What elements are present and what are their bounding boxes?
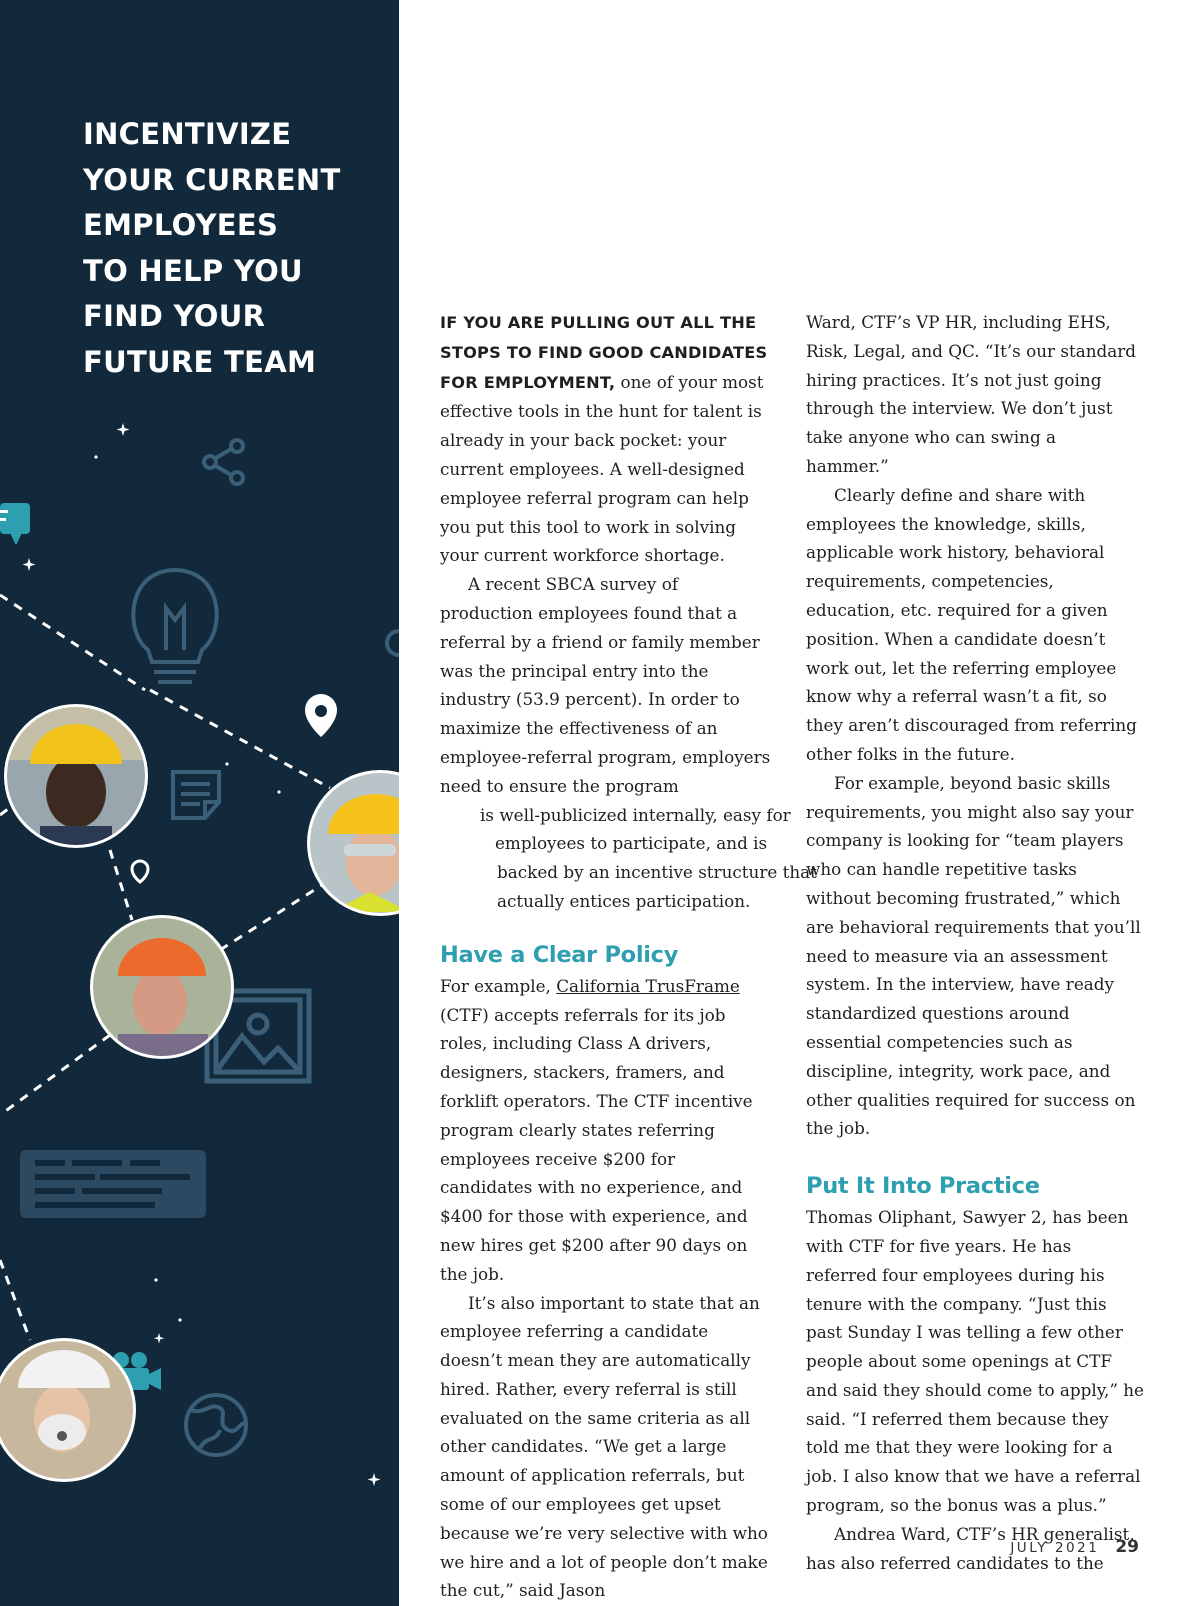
wrapped-line: backed by an incentive structure that [497,862,817,883]
message-box-icon [20,1150,206,1218]
section-heading-practice: Put It Into Practice [806,1173,1040,1200]
headline-line: FUTURE TEAM [83,344,317,379]
define-paragraph: Clearly define and share with employees the knowledge, skills, applicable work history, behavioral requirements, competencies, education, etc. required for a given position. When a candidate doesn’t work out, let the referring employee know why a referral wasn’t a fit, so they aren’t discouraged from referring other folks in the future. [806,484,1137,764]
intro-text: one of your most effective tools in the hunt for talent is already in your back pocket: your current employees. A well-designed employee referral program can help you put this tool to work in solving your current workforce shortage. [440,371,764,566]
worker-photo-2 [300,770,399,920]
small-location-pin-icon [132,861,148,882]
wrapped-line: actually entices participation. [497,890,751,911]
section-heading-policy: Have a Clear Policy [440,941,679,968]
headline-line: EMPLOYEES [83,208,279,242]
policy-text-pre: For example, [440,975,557,996]
globe-icon [186,1395,246,1455]
headline-line: YOUR CURRENT [83,162,341,197]
headline-line: TO HELP YOU [83,253,303,288]
criteria-paragraph: It’s also important to state that an employee referring a candidate doesn’t mean they are automatically hired. Rather, every referral is still evaluated on the same criteria as all other candidates. “We get a large amount of application referrals, but some of our employees get upset because we’re very selective with who we hire and a lot of people don’t make the cut,” said Jason [440,1292,768,1601]
ring-icon [387,631,399,655]
policy-paragraph [440,972,772,1289]
page-number: 29 [1115,1537,1139,1557]
issue-date: JULY 2021 [1010,1540,1100,1556]
oliphant-paragraph: Thomas Oliphant, Sawyer 2, has been with CTF for five years. He has referred four employees during his tenure with the company. “Just this past Sunday I was telling a few other people about some openings at CTF and said they should come to apply,” he said. “I referred them because they told me that they were looking for a job. I also know that we have a referral program, so the bonus was a plus.” [806,1207,1144,1516]
chat-bubble-icon [0,503,30,545]
headline-line: INCENTIVIZE [83,117,292,151]
hiring-paragraph: Ward, CTF’s VP HR, including EHS, Risk, Legal, and QC. “It’s our standard hiring practices. It’s not just going through the interview. We don’t just take anyone who can swing a hammer.” [806,312,1137,476]
headline-line: FIND YOUR [83,299,266,333]
worker-photo-1 [0,700,150,856]
survey-paragraph [440,570,817,916]
page-footer [1010,1537,1139,1557]
company-link[interactable]: California TrusFrame [556,975,740,996]
location-pin-icon [305,694,337,737]
example-paragraph: For example, beyond basic skills requirements, you might also say your company is looking for “team players who can handle repetitive tasks without becoming frustrated,” which are behavioral requirements that you’ll need to measure via an assessment system. In the interview, have ready standardized questions around essential competencies such as discipline, integrity, work pace, and other qualities required for success on the job. [806,772,1141,1139]
survey-text: A recent SBCA survey of production employees found that a referral by a friend or family member was the principal entry into the industry (53.9 percent). In order to maximize the effectiveness of an employee-referral program, employers need to ensure the program [440,574,771,796]
article-column-2 [806,308,1144,1577]
lightbulb-icon [133,570,216,682]
lead-in-caps: IF YOU ARE PULLING OUT ALL THE STOPS TO FIND GOOD CANDIDATES FOR EMPLOYMENT, [440,313,768,392]
document-icon [173,772,219,818]
wrapped-line: is well-publicized internally, easy for [480,804,791,825]
article-column-1 [440,308,817,1605]
intro-paragraph [440,308,772,570]
headline [83,112,383,385]
wrapped-line: employees to participate, and is [495,833,768,854]
sidebar-panel [0,0,399,1606]
share-icon [204,440,243,484]
ward-paragraph: Andrea Ward, CTF’s HR generalist, has also referred candidates to the [806,1523,1135,1573]
policy-text-post: (CTF) accepts referrals for its job roles, including Class A drivers, designers, stackers, framers, and forklift operators. The CTF incentive program clearly states referring employees receive $200 for candidates with no experience, and $400 for those with experience, and new hires get $200 after 90 days on the job. [440,1004,753,1284]
